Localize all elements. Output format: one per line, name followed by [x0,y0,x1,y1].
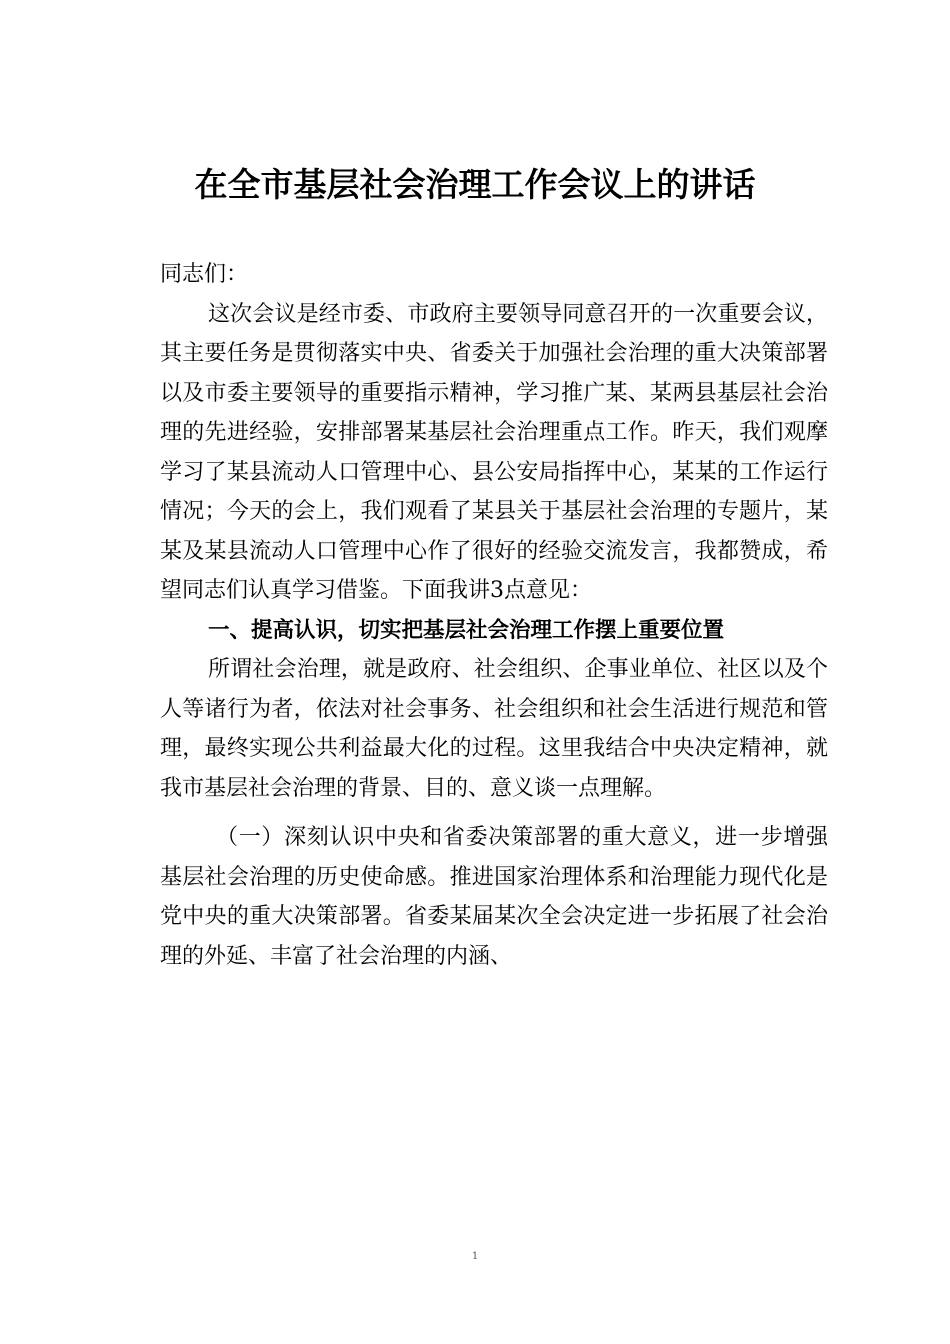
section-heading-1: 一、提高认识，切实把基层社会治理工作摆上重要位置 [208,617,725,643]
greeting: 同志们： [160,262,249,287]
document-title: 在全市基层社会治理工作会议上的讲话 [194,165,756,204]
definition-paragraph: 所谓社会治理，就是政府、社会组织、企事业单位、社区以及个人等诸行为者，依法对社会事务、社会组织和社会生活进行规范和管理，最终实现公共利益最大化的过程。这里我结合中央决定精神，就我市基层社会治理的背景、目的、意义谈一点理解。 [160,657,828,801]
page-number: 1 [471,1251,479,1262]
document-body [160,255,828,976]
intro-paragraph: 这次会议是经市委、市政府主要领导同意召开的一次重要会议，其主要任务是贯彻落实中央、省委关于加强社会治理的重大决策部署以及市委主要领导的重要指示精神，学习推广某、某两县基层社会治理的先进经验，安排部署某基层社会治理重点工作。昨天，我们观摩学习了某县流动人口管理中心、县公安局指挥中心，某某的工作运行情况；今天的会上，我们观看了某县关于基层社会治理的专题片，某某及某县流动人口管理中心作了很好的经验交流发言，我都赞成，希望同志们认真学习借鉴。下面我讲3点意见： [160,301,828,603]
subsection-paragraph-1: （一）深刻认识中央和省委决策部署的重大意义，进一步增强基层社会治理的历史使命感。推进国家治理体系和治理能力现代化是党中央的重大决策部署。省委某届某次全会决定进一步拓展了社会治理的外延、丰富了社会治理的内涵、 [160,825,828,969]
